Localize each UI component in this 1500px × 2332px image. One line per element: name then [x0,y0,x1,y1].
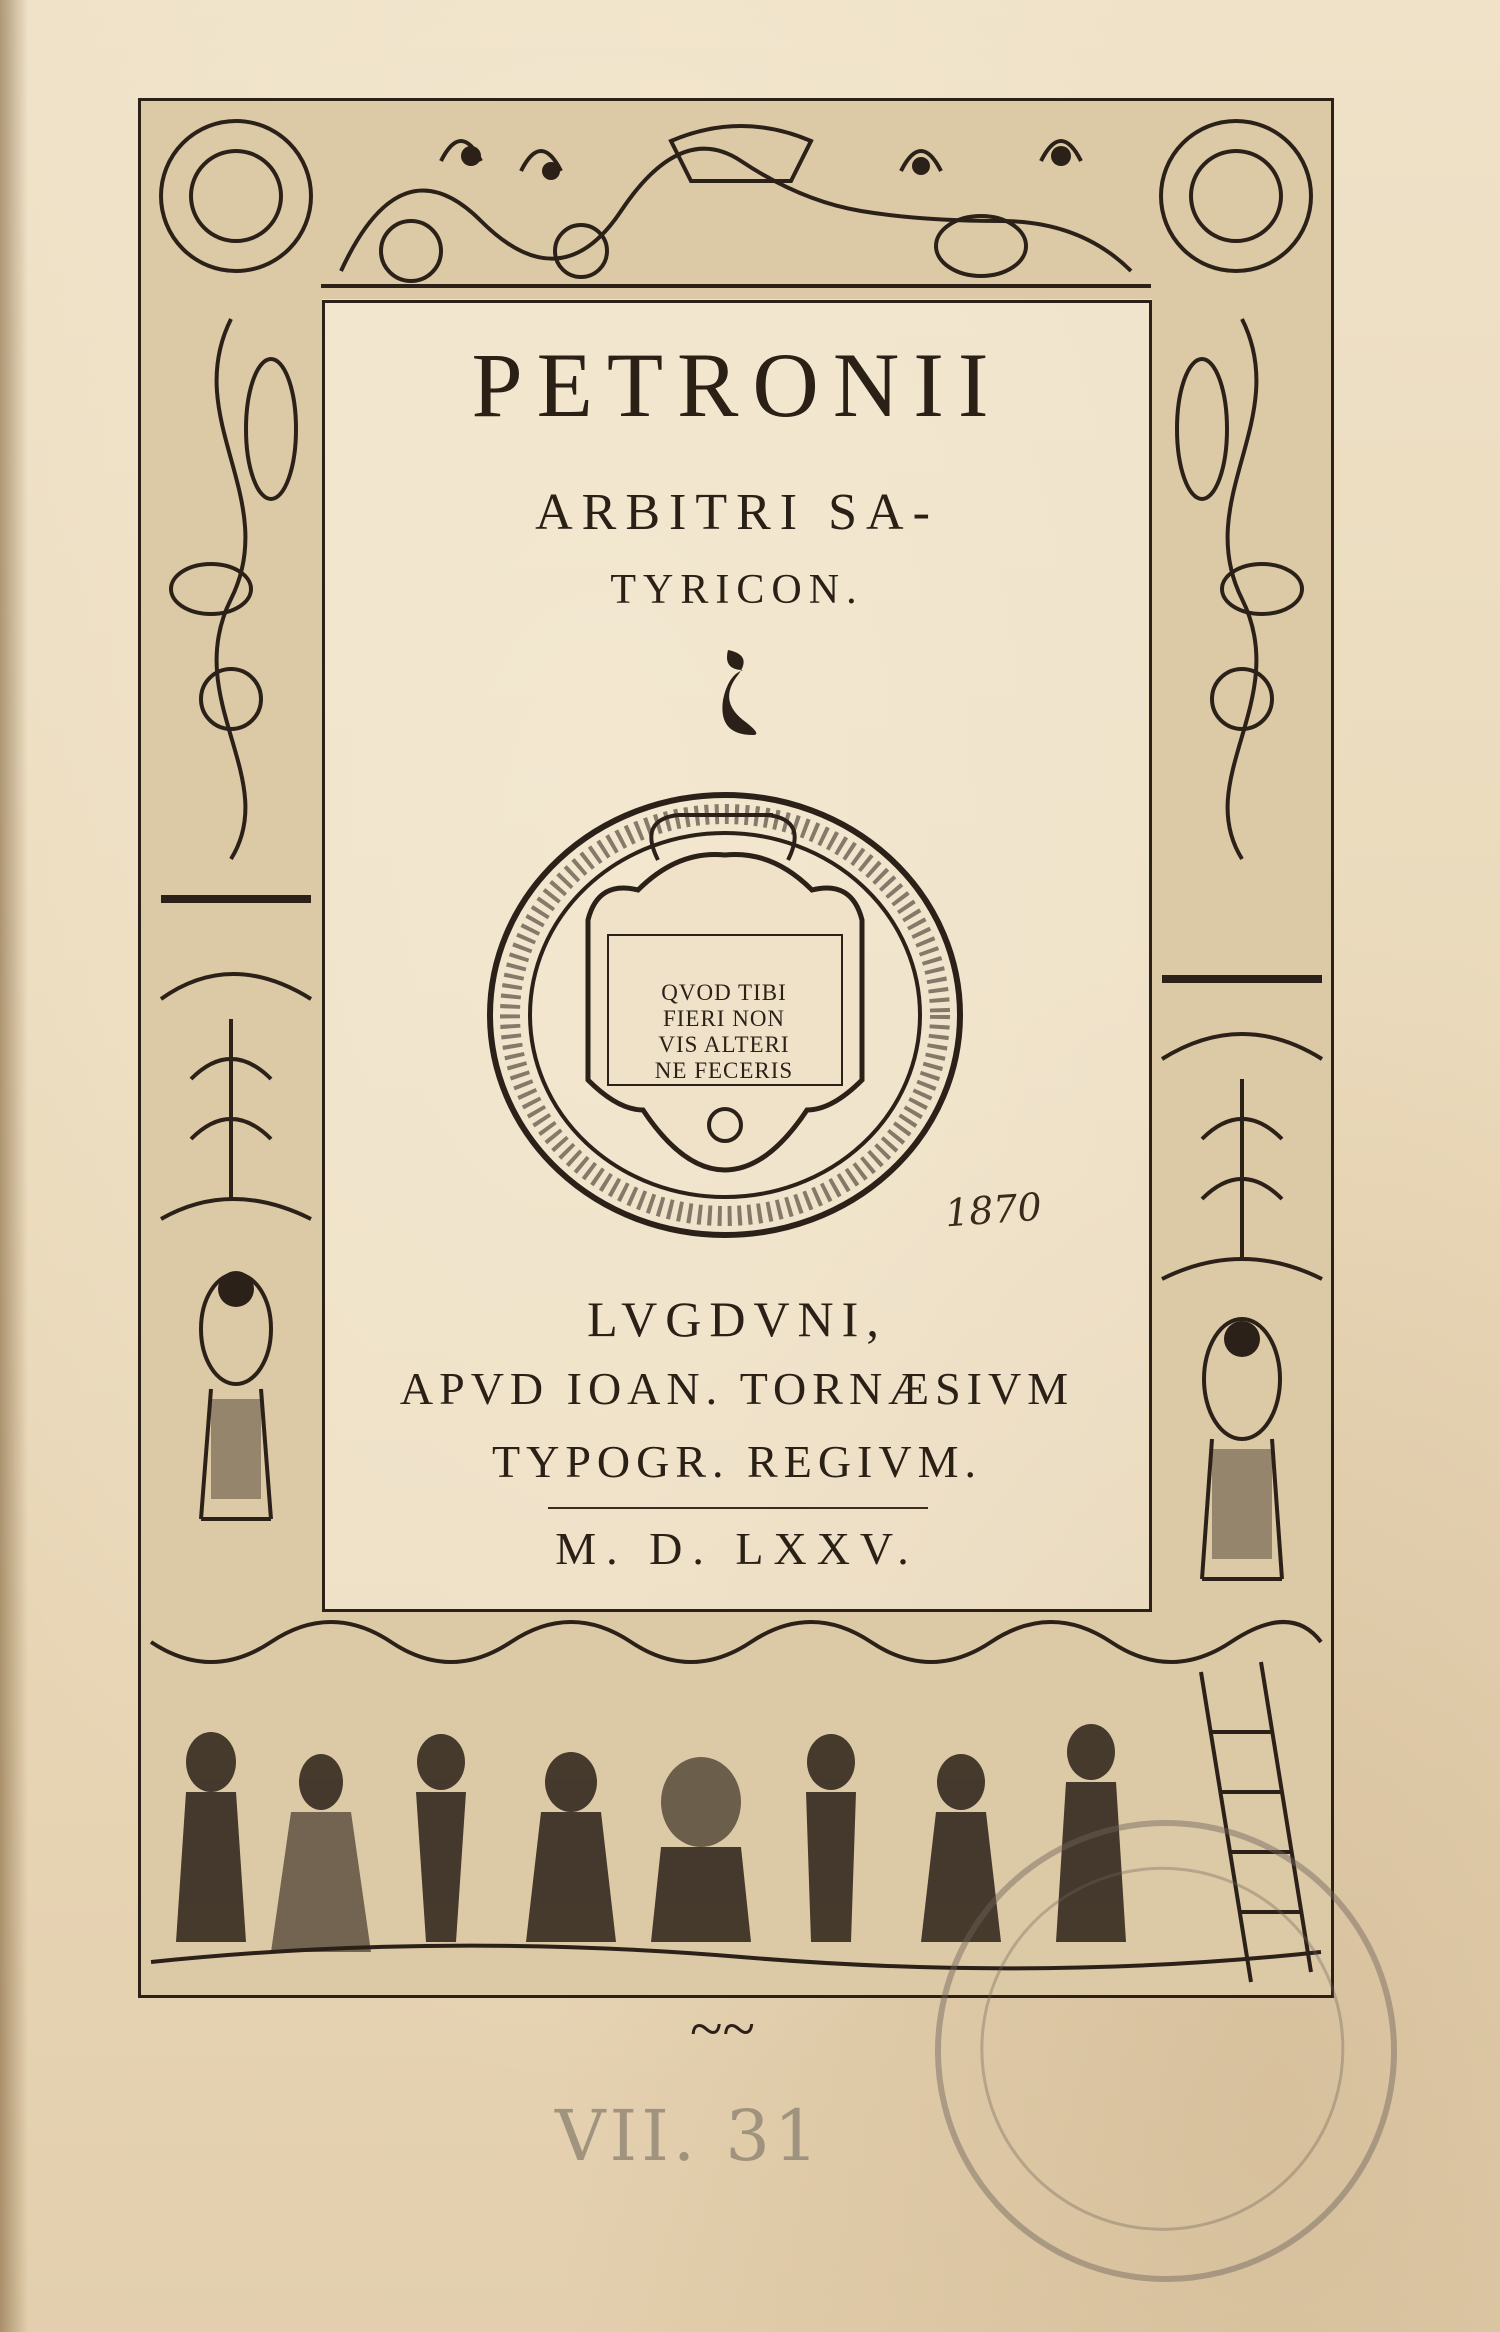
author-title: PETRONII [471,334,1003,436]
fleuron-ornament [708,640,768,740]
publication-date: M. D. LXXV. [555,1523,919,1574]
motto-line-1: QVOD TIBI [661,980,787,1005]
imprint-printer: APVD IOAN. TORNÆSIVM [399,1363,1075,1414]
device-motto [606,980,842,1084]
woodcut-top-panel [141,101,1331,299]
imprint-place: LVGDVNI, [587,1291,887,1347]
library-stamp-inner-ring [942,1828,1383,2269]
woodcut-left-panel [141,299,322,1612]
imprint-role: TYPOGR. REGIVM. [492,1436,982,1487]
handwritten-number: 1870 [943,1184,1044,1236]
woodcut-right-panel [1152,299,1331,1612]
motto-line-2: FIERI NON [662,1006,786,1031]
imprint-rule [548,1507,928,1509]
motto-line-4: NE FECERIS [654,1058,794,1083]
shelfmark: VII. 31 [555,2095,823,2177]
catchword-ornament: ~~ [690,1996,755,2062]
title-line-2: ARBITRI SA- [535,484,939,541]
title-line-3: TYRICON. [610,567,864,613]
spine-shadow [0,0,28,2332]
motto-line-3: VIS ALTERI [658,1032,790,1057]
